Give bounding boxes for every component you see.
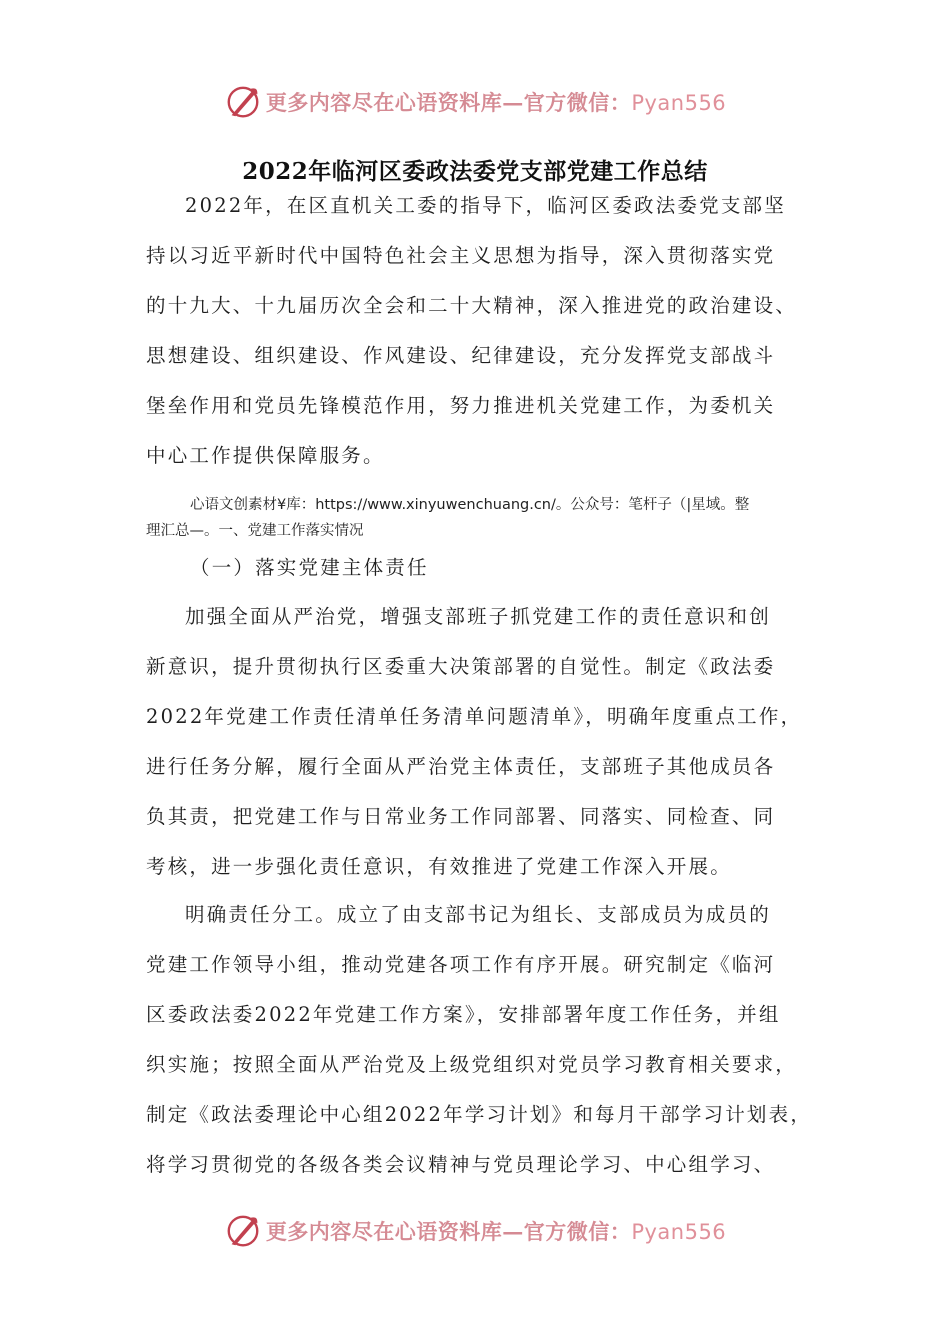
text-line: 负其责，把党建工作与日常业务工作同部署、同落实、同检查、同 — [146, 805, 776, 828]
text-line: 将学习贯彻党的各级各类会议精神与党员理论学习、中心组学习、 — [146, 1153, 776, 1176]
text-line: 2022年党建工作责任清单任务清单问题清单》，明确年度重点工作， — [146, 705, 803, 728]
banner-text: 更多内容尽在心语资料库—官方微信：Pyan556 — [265, 90, 727, 115]
text-line: 堡垒作用和党员先锋模范作用，努力推进机关党建工作，为委机关 — [146, 394, 776, 417]
section-heading: （一）落实党建主体责任 — [190, 556, 429, 579]
source-note — [146, 492, 826, 544]
footer-banner — [0, 1209, 950, 1253]
text-line: 2022年，在区直机关工委的指导下，临河区委政法委党支部坚 — [185, 194, 786, 217]
text-line: 思想建设、组织建设、作风建设、纪律建设，充分发挥党支部战斗 — [146, 344, 776, 367]
paragraph — [146, 592, 826, 892]
intro-paragraph — [146, 181, 826, 481]
banner-text: 更多内容尽在心语资料库—官方微信：Pyan556 — [265, 1219, 727, 1244]
paragraph — [146, 181, 826, 481]
paragraph-1 — [146, 592, 826, 892]
note-line: 理汇总—。一、党建工作落实情况 — [146, 523, 364, 539]
text-line: 新意识，提升贯彻执行区委重大决策部署的自觉性。制定《政法委 — [146, 655, 776, 678]
note-line: 心语文创素材¥库：https://www.xinyuwenchuang.cn/。公众号：笔杆子（|星域。整 — [190, 497, 750, 513]
text-line: 区委政法委2022年党建工作方案》，安排部署年度工作任务，并组 — [146, 1003, 781, 1026]
quill-pen-logo-icon — [224, 1212, 262, 1250]
paragraph — [146, 890, 826, 1190]
text-line: 织实施；按照全面从严治党及上级党组织对党员学习教育相关要求， — [146, 1053, 798, 1076]
text-line: 制定《政法委理论中心组2022年学习计划》和每月干部学习计划表， — [146, 1103, 813, 1126]
text-line: 考核，进一步强化责任意识，有效推进了党建工作深入开展。 — [146, 855, 732, 878]
banner-handle: Pyan556 — [631, 1220, 727, 1244]
header-banner — [0, 80, 950, 124]
text-line: 党建工作领导小组，推动党建各项工作有序开展。研究制定《临河 — [146, 953, 776, 976]
text-line: 中心工作提供保障服务。 — [146, 444, 385, 467]
banner-handle: Pyan556 — [631, 91, 727, 115]
quill-pen-logo-icon — [224, 83, 262, 121]
text-line: 的十九大、十九届历次全会和二十大精神，深入推进党的政治建设、 — [146, 294, 798, 317]
text-line: 加强全面从严治党，增强支部班子抓党建工作的责任意识和创 — [185, 605, 771, 628]
text-line: 进行任务分解，履行全面从严治党主体责任，支部班子其他成员各 — [146, 755, 776, 778]
text-line: 明确责任分工。成立了由支部书记为组长、支部成员为成员的 — [185, 903, 771, 926]
document-title: 2022年临河区委政法委党支部党建工作总结 — [242, 158, 708, 185]
text-line: 持以习近平新时代中国特色社会主义思想为指导，深入贯彻落实党 — [146, 244, 776, 267]
paragraph-2 — [146, 890, 826, 1190]
